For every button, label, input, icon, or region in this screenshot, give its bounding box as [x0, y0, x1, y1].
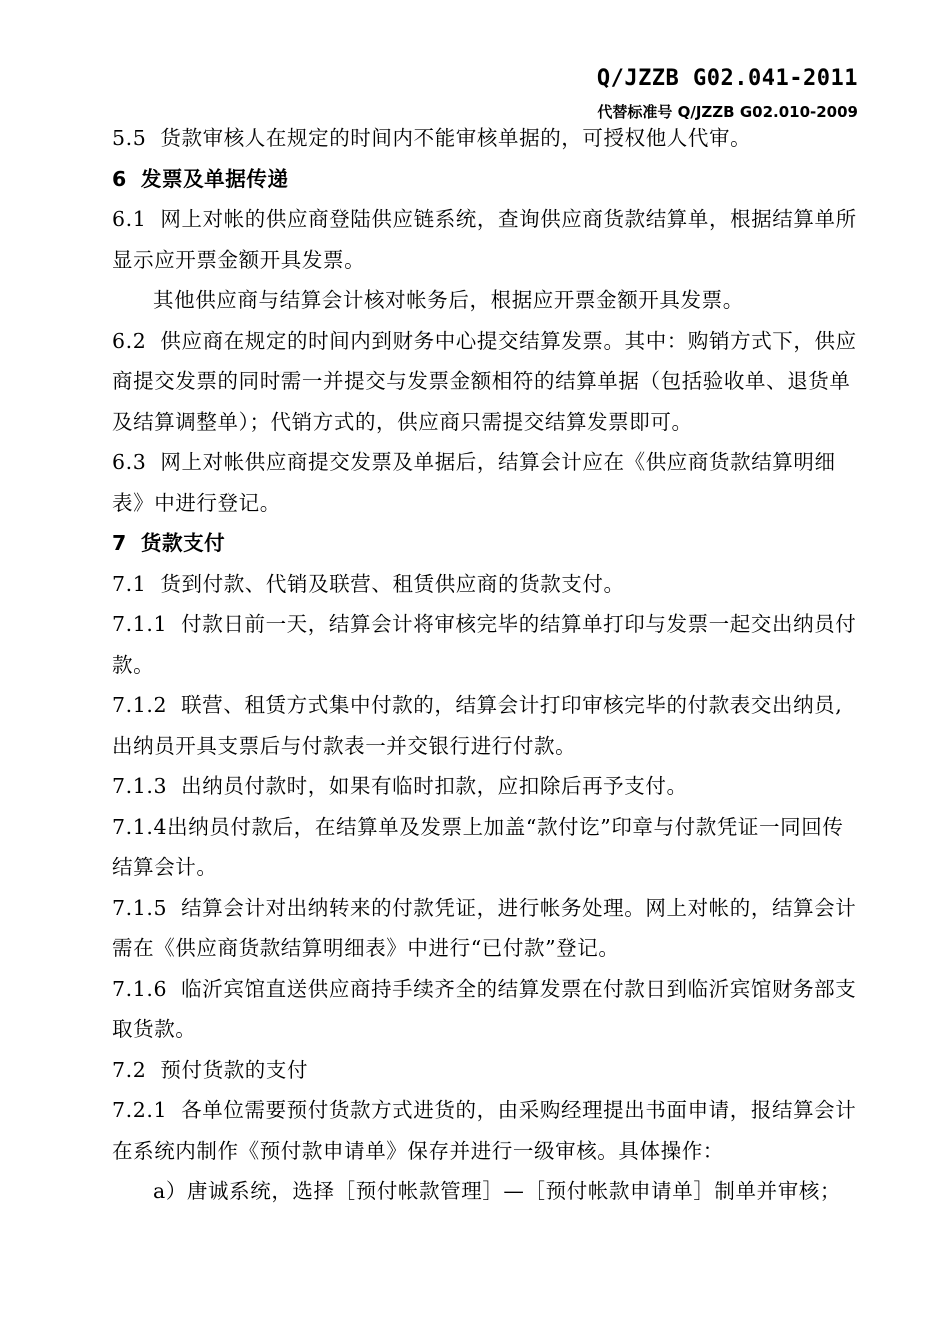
- section-number: 5.5: [112, 126, 147, 150]
- section-title: 货款支付: [140, 531, 226, 555]
- paragraph-text: 网上对帐的供应商登陆供应链系统，查询供应商货款结算单，根据结算单所显示应开票金额开具发票。: [112, 207, 857, 272]
- section-number: 6.1: [112, 207, 147, 231]
- paragraph-7-1-3: [112, 766, 860, 807]
- paragraph-7-1-5: [112, 888, 860, 969]
- paragraph-text: 结算会计对出纳转来的付款凭证，进行帐务处理。网上对帐的，结算会计需在《供应商货款结算明细表》中进行“已付款”登记。: [112, 895, 857, 960]
- standard-code: Q/JZZB G02.041-2011: [596, 66, 858, 91]
- paragraph-text: 货到付款、代销及联营、租赁供应商的货款支付。: [160, 571, 625, 596]
- section-heading-6: [112, 159, 860, 200]
- paragraph-7-2: [112, 1050, 860, 1091]
- section-title: 发票及单据传递: [140, 166, 289, 191]
- paragraph-7-1-1: [112, 604, 860, 685]
- paragraph-text: 货款审核人在规定的时间内不能审核单据的，可授权他人代审。: [160, 126, 752, 150]
- replaced-standard: 代替标准号 Q/JZZB G02.010-2009: [597, 103, 858, 121]
- paragraph-text: 供应商在规定的时间内到财务中心提交结算发票。其中：购销方式下，供应商提交发票的同时需一并提交与发票金额相符的结算单据（包括验收单、退货单及结算调整单）；代销方式的，供应商只需提交结算发票即可。: [112, 328, 857, 434]
- section-number: 7.1.5: [112, 895, 168, 920]
- paragraph-7-2-1-a: [112, 1171, 860, 1212]
- paragraph-text: 网上对帐供应商提交发票及单据后，结算会计应在《供应商货款结算明细表》中进行登记。: [112, 450, 836, 515]
- paragraph-7-1-6: [112, 969, 860, 1050]
- paragraph-6-1-cont: [112, 280, 860, 321]
- section-number: 7.1.4: [112, 814, 168, 839]
- paragraph-text: 各单位需要预付货款方式进货的，由采购经理提出书面申请，报结算会计在系统内制作《预付款申请单》保存并进行一级审核。具体操作：: [112, 1098, 857, 1163]
- paragraph-7-1: [112, 564, 860, 605]
- section-number: 6: [112, 166, 127, 191]
- paragraph-text: 出纳员付款后，在结算单及发票上加盖“款付讫”印章与付款凭证一同回传结算会计。: [112, 814, 844, 879]
- paragraph-7-2-1: [112, 1090, 860, 1171]
- section-number: 7.1.1: [112, 612, 168, 636]
- section-heading-7: [112, 523, 860, 564]
- section-number: 6.3: [112, 450, 147, 474]
- paragraph-7-1-4: [112, 807, 860, 888]
- paragraph-6-2: [112, 321, 860, 443]
- document-body: [112, 118, 860, 1212]
- paragraph-text: 付款日前一天，结算会计将审核完毕的结算单打印与发票一起交出纳员付款。: [112, 612, 857, 677]
- section-number: 7.1: [112, 571, 147, 596]
- section-number: 7.2: [112, 1057, 147, 1082]
- section-number: 7.2.1: [112, 1098, 168, 1122]
- paragraph-text: 其他供应商与结算会计核对帐务后，根据应开票金额开具发票。: [153, 288, 744, 312]
- paragraph-text: a）唐诚系统，选择［预付帐款管理］—［预付帐款申请单］制单并审核；: [153, 1179, 842, 1203]
- paragraph-text: 联营、租赁方式集中付款的，结算会计打印审核完毕的付款表交出纳员,出纳员开具支票后与付款表一并交银行进行付款。: [112, 693, 843, 758]
- paragraph-7-1-2: [112, 685, 860, 766]
- paragraph-6-3: [112, 442, 860, 523]
- paragraph-6-1: [112, 199, 860, 280]
- section-number: 7: [112, 531, 127, 555]
- paragraph-text: 预付货款的支付: [160, 1057, 309, 1082]
- section-number: 7.1.2: [112, 693, 168, 717]
- section-number: 6.2: [112, 328, 147, 353]
- paragraph-text: 临沂宾馆直送供应商持手续齐全的结算发票在付款日到临沂宾馆财务部支取货款。: [112, 976, 857, 1041]
- section-number: 7.1.6: [112, 976, 168, 1001]
- paragraph-text: 出纳员付款时，如果有临时扣款，应扣除后再予支付。: [181, 774, 688, 798]
- section-number: 7.1.3: [112, 774, 168, 798]
- paragraph-5-5: [112, 118, 860, 159]
